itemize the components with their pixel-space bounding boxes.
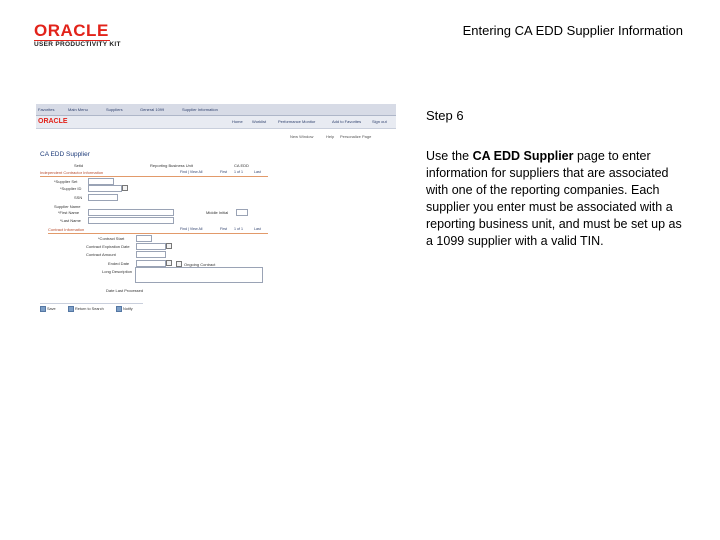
- reporting-value: CA EDD: [234, 163, 249, 168]
- section-contract-last: Last: [254, 227, 261, 231]
- logo-divider: [34, 40, 110, 41]
- menu-item: Performance Monitor: [278, 119, 316, 124]
- footer-return-label: Return to Search: [75, 306, 104, 311]
- screenshot-page-title: CA EDD Supplier: [40, 151, 90, 158]
- nav-item: Supplier Information: [182, 107, 218, 112]
- reporting-label: Reporting Business Unit: [150, 163, 193, 168]
- nav-item: Main Menu: [68, 107, 88, 112]
- return-icon: [68, 306, 74, 312]
- calendar-icon: [166, 243, 172, 249]
- contract-start-input: [136, 235, 152, 242]
- first-name-input: [88, 209, 174, 216]
- section-contract-nav: 1 of 1: [234, 227, 243, 231]
- ended-date-input: [136, 260, 166, 267]
- footer-save: [40, 305, 56, 312]
- field-label: Contract Amount: [86, 252, 116, 257]
- field-label: *Last Name: [60, 218, 81, 223]
- logo-brand: ORACLE: [34, 21, 109, 40]
- section-contractor-find: Find | View All: [180, 170, 203, 174]
- section-contract-find: Find | View All: [180, 227, 203, 231]
- section-rule: [40, 176, 268, 177]
- description-text: page to enter information for suppliers that are associated with one of the reporting companies. Each supplier you enter must be associated with a reporting business unit, and must be set up as a 1099 supplier with a valid TIN.: [426, 149, 682, 248]
- section-contract-first: First: [220, 227, 227, 231]
- document-title: Entering CA EDD Supplier Information: [462, 23, 683, 38]
- step-label: Step 6: [426, 108, 464, 123]
- field-label: SSN: [74, 195, 83, 200]
- section-contractor-first: First: [220, 170, 227, 174]
- footer-notify-label: Notify: [123, 306, 133, 311]
- section-contractor-title: Independent Contractor Information: [40, 170, 104, 175]
- section-contract-title: Contract Information: [48, 227, 85, 232]
- description-text: Use the: [426, 149, 473, 163]
- description-bold: CA EDD Supplier: [472, 149, 574, 163]
- nav-item: General 1099: [140, 107, 165, 112]
- oracle-upk-logo: [34, 22, 124, 48]
- ongoing-label: Ongoing Contract: [184, 262, 216, 267]
- logo-tagline: USER PRODUCTIVITY KIT: [34, 41, 121, 48]
- footer-notify: [116, 305, 133, 312]
- utility-link: Help: [326, 134, 335, 139]
- section-contractor-nav: 1 of 1: [234, 170, 243, 174]
- screenshot-nav-bar: [36, 104, 396, 116]
- section-contractor-last: Last: [254, 170, 261, 174]
- step-description: [426, 148, 690, 250]
- field-label: Middle Initial: [206, 210, 229, 215]
- menu-item: Sign out: [372, 119, 387, 124]
- middle-initial-input: [236, 209, 248, 216]
- section-rule: [48, 233, 268, 234]
- notify-icon: [116, 306, 122, 312]
- field-label: Date Last Processed: [106, 288, 144, 293]
- field-label: Long Description: [102, 269, 133, 274]
- field-label: Ended Date: [108, 261, 130, 266]
- footer-return: [68, 305, 104, 312]
- field-label: *First Name: [58, 210, 80, 215]
- field-label: Contract Expiration Date: [86, 244, 130, 249]
- save-icon: [40, 306, 46, 312]
- contract-amount-input: [136, 251, 166, 258]
- utility-link: New Window: [290, 134, 314, 139]
- footer-save-label: Save: [47, 306, 56, 311]
- menu-item: Home: [232, 119, 243, 124]
- screenshot-brand: ORACLE: [38, 118, 68, 125]
- lookup-icon: [122, 185, 128, 191]
- setid-label: Setid: [74, 163, 84, 168]
- menu-item: Add to Favorites: [332, 119, 362, 124]
- nav-item: Suppliers: [106, 107, 123, 112]
- supplier-set-input: [88, 178, 114, 185]
- last-name-input: [88, 217, 174, 224]
- contract-expiration-input: [136, 243, 166, 250]
- utility-link: Personalize Page: [340, 134, 372, 139]
- supplier-id-input: [88, 185, 122, 192]
- field-label: *Supplier ID: [60, 186, 82, 191]
- menu-divider: [36, 128, 396, 129]
- nav-item: Favorites: [38, 107, 55, 112]
- calendar-icon: [166, 260, 172, 266]
- field-label: *Contract Start: [98, 236, 125, 241]
- menu-item: Worklist: [252, 119, 267, 124]
- field-label: *Supplier Set: [54, 179, 78, 184]
- ssn-input: [88, 194, 118, 201]
- long-description-textarea: [135, 267, 263, 283]
- screenshot-footer: [40, 303, 143, 313]
- step-screenshot: [36, 104, 396, 314]
- field-label: Supplier Name: [54, 204, 81, 209]
